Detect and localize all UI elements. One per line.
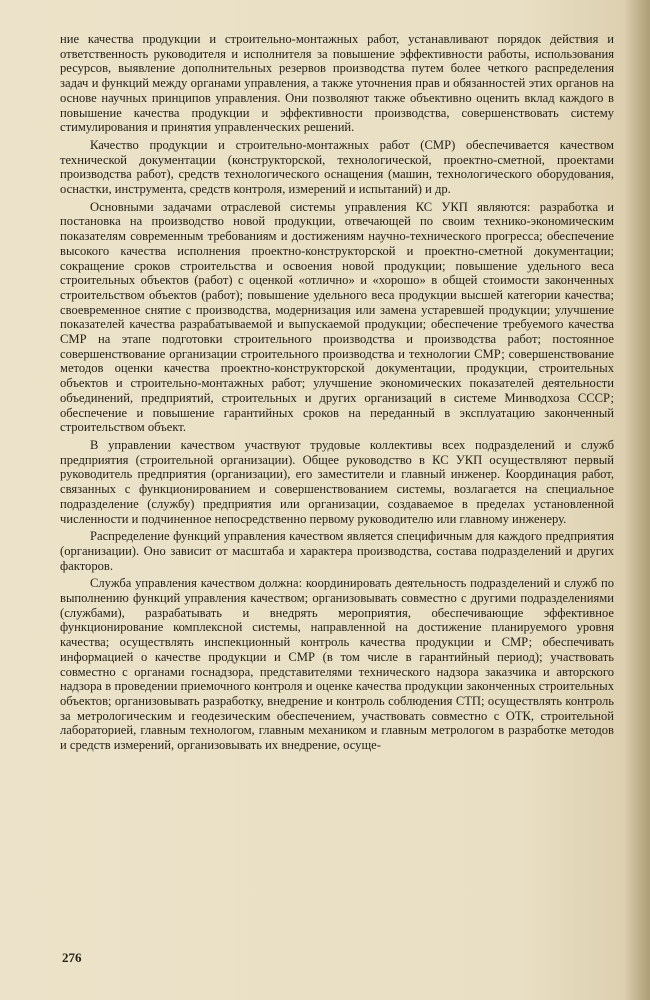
page-number: 276: [62, 950, 82, 965]
paragraph-quality-service: Служба управления качеством должна: координировать деятельность подразделений и служб по выполнению функций управления качеством; организовывать совместно с другими подразделениями (службами), разрабатывать и внедрять мероприятия, обеспечивающие эффективное функционирование комплексной системы, направленной на достижение планируемого уровня качества; осуществлять инспекционный контроль качества продукции и СМР; обеспечивать информацией о качестве продукции и СМР (в том числе в гарантийный период); участвовать совместно с органами госнадзора, представителями технического надзора заказчика и авторского надзора в проведении приемочного контроля и оценке качества продукции законченных строительных объектов; организовывать разработку, внедрение и контроль соблюдения СТП; осуществлять контроль за метрологическим и геодезическим обеспечением, участвовать совместно с ОТК, строительной лабораторией, главным технологом, главным механиком и главным метрологом в разработке методов и средств измерений, организовывать их внедрение, осуще-: [60, 576, 614, 753]
paragraph-quality-management: В управлении качеством участвуют трудовые коллективы всех подразделений и служб предприятия (строительной организации). Общее руководство в КС УКП осуществляют первый руководитель предприятия (организации), его заместители и главный инженер. Координация работ, связанных с функционированием и совершенствованием системы, возлагается на специальное подразделение (службу) предприятия или организации, создаваемое в пределах установленной численности и подчиненное непосредственно первому руководителю или главному инженеру.: [60, 437, 614, 526]
paragraph-continuation: ние качества продукции и строительно-монтажных работ, устанавливают порядок действия и ответственность руководителя и исполнителя за повышение эффективности работы, использования ресурсов, выявление дополнительных резервов производства путем более четкого распределения задач и функций между органами управления, а также уточнения прав и обязанностей этих органов на основе научных принципов управления. Они позволяют также объективно оценить вклад каждого в повышение качества продукции и эффективности производства, совершенствовать систему стимулирования и принятия управленческих решений.: [60, 32, 614, 135]
paragraph-function-distribution: Распределение функций управления качеством является специфичным для каждого предприятия (организации). Оно зависит от масштаба и характера производства, состава подразделений и других факторов.: [60, 529, 614, 573]
paragraph-main-tasks: Основными задачами отраслевой системы управления КС УКП являются: разработка и постановка на производство новой продукции, отвечающей по своим технико-экономическим показателям современным требованиям и достижениям научно-технического прогресса; обеспечение высокого качества исполнения проектно-конструкторской и проектно-сметной документации; сокращение сроков строительства и освоения новой продукции; повышение удельного веса строительных объектов (работ) с оценкой «отлично» и «хорошо» в общей стоимости законченных строительством объектов (работ); повышение удельного веса продукции высшей категории качества; своевременное снятие с производства, модернизация или замена устаревшей продукции; улучшение показателей качества разрабатываемой и выпускаемой продукции; обеспечение требуемого качества СМР на этапе подготовки строительного производства и производства работ; постоянное совершенствование организации строительного производства и технологии СМР; совершенствование методов оценки качества проектно-конструкторской документации, продукции, строительных объектов и строительно-монтажных работ; улучшение экономических показателей деятельности объединений, предприятий, строительных и других организаций в системе Минводхоза СССР; обеспечение и повышение гарантийных сроков на переданный в эксплуатацию законченный строительством объект.: [60, 199, 614, 435]
paragraph-quality-documentation: Качество продукции и строительно-монтажных работ (СМР) обеспечивается качеством технической документации (конструкторской, технологической, проектно-сметной, проектами производства работ), средств технологического оснащения (машин, технологического оборудования, оснастки, инструмента, средств контроля, измерений и испытаний) и др.: [60, 137, 614, 197]
page-edge-shadow: [624, 0, 650, 1000]
body-text: [60, 32, 614, 756]
